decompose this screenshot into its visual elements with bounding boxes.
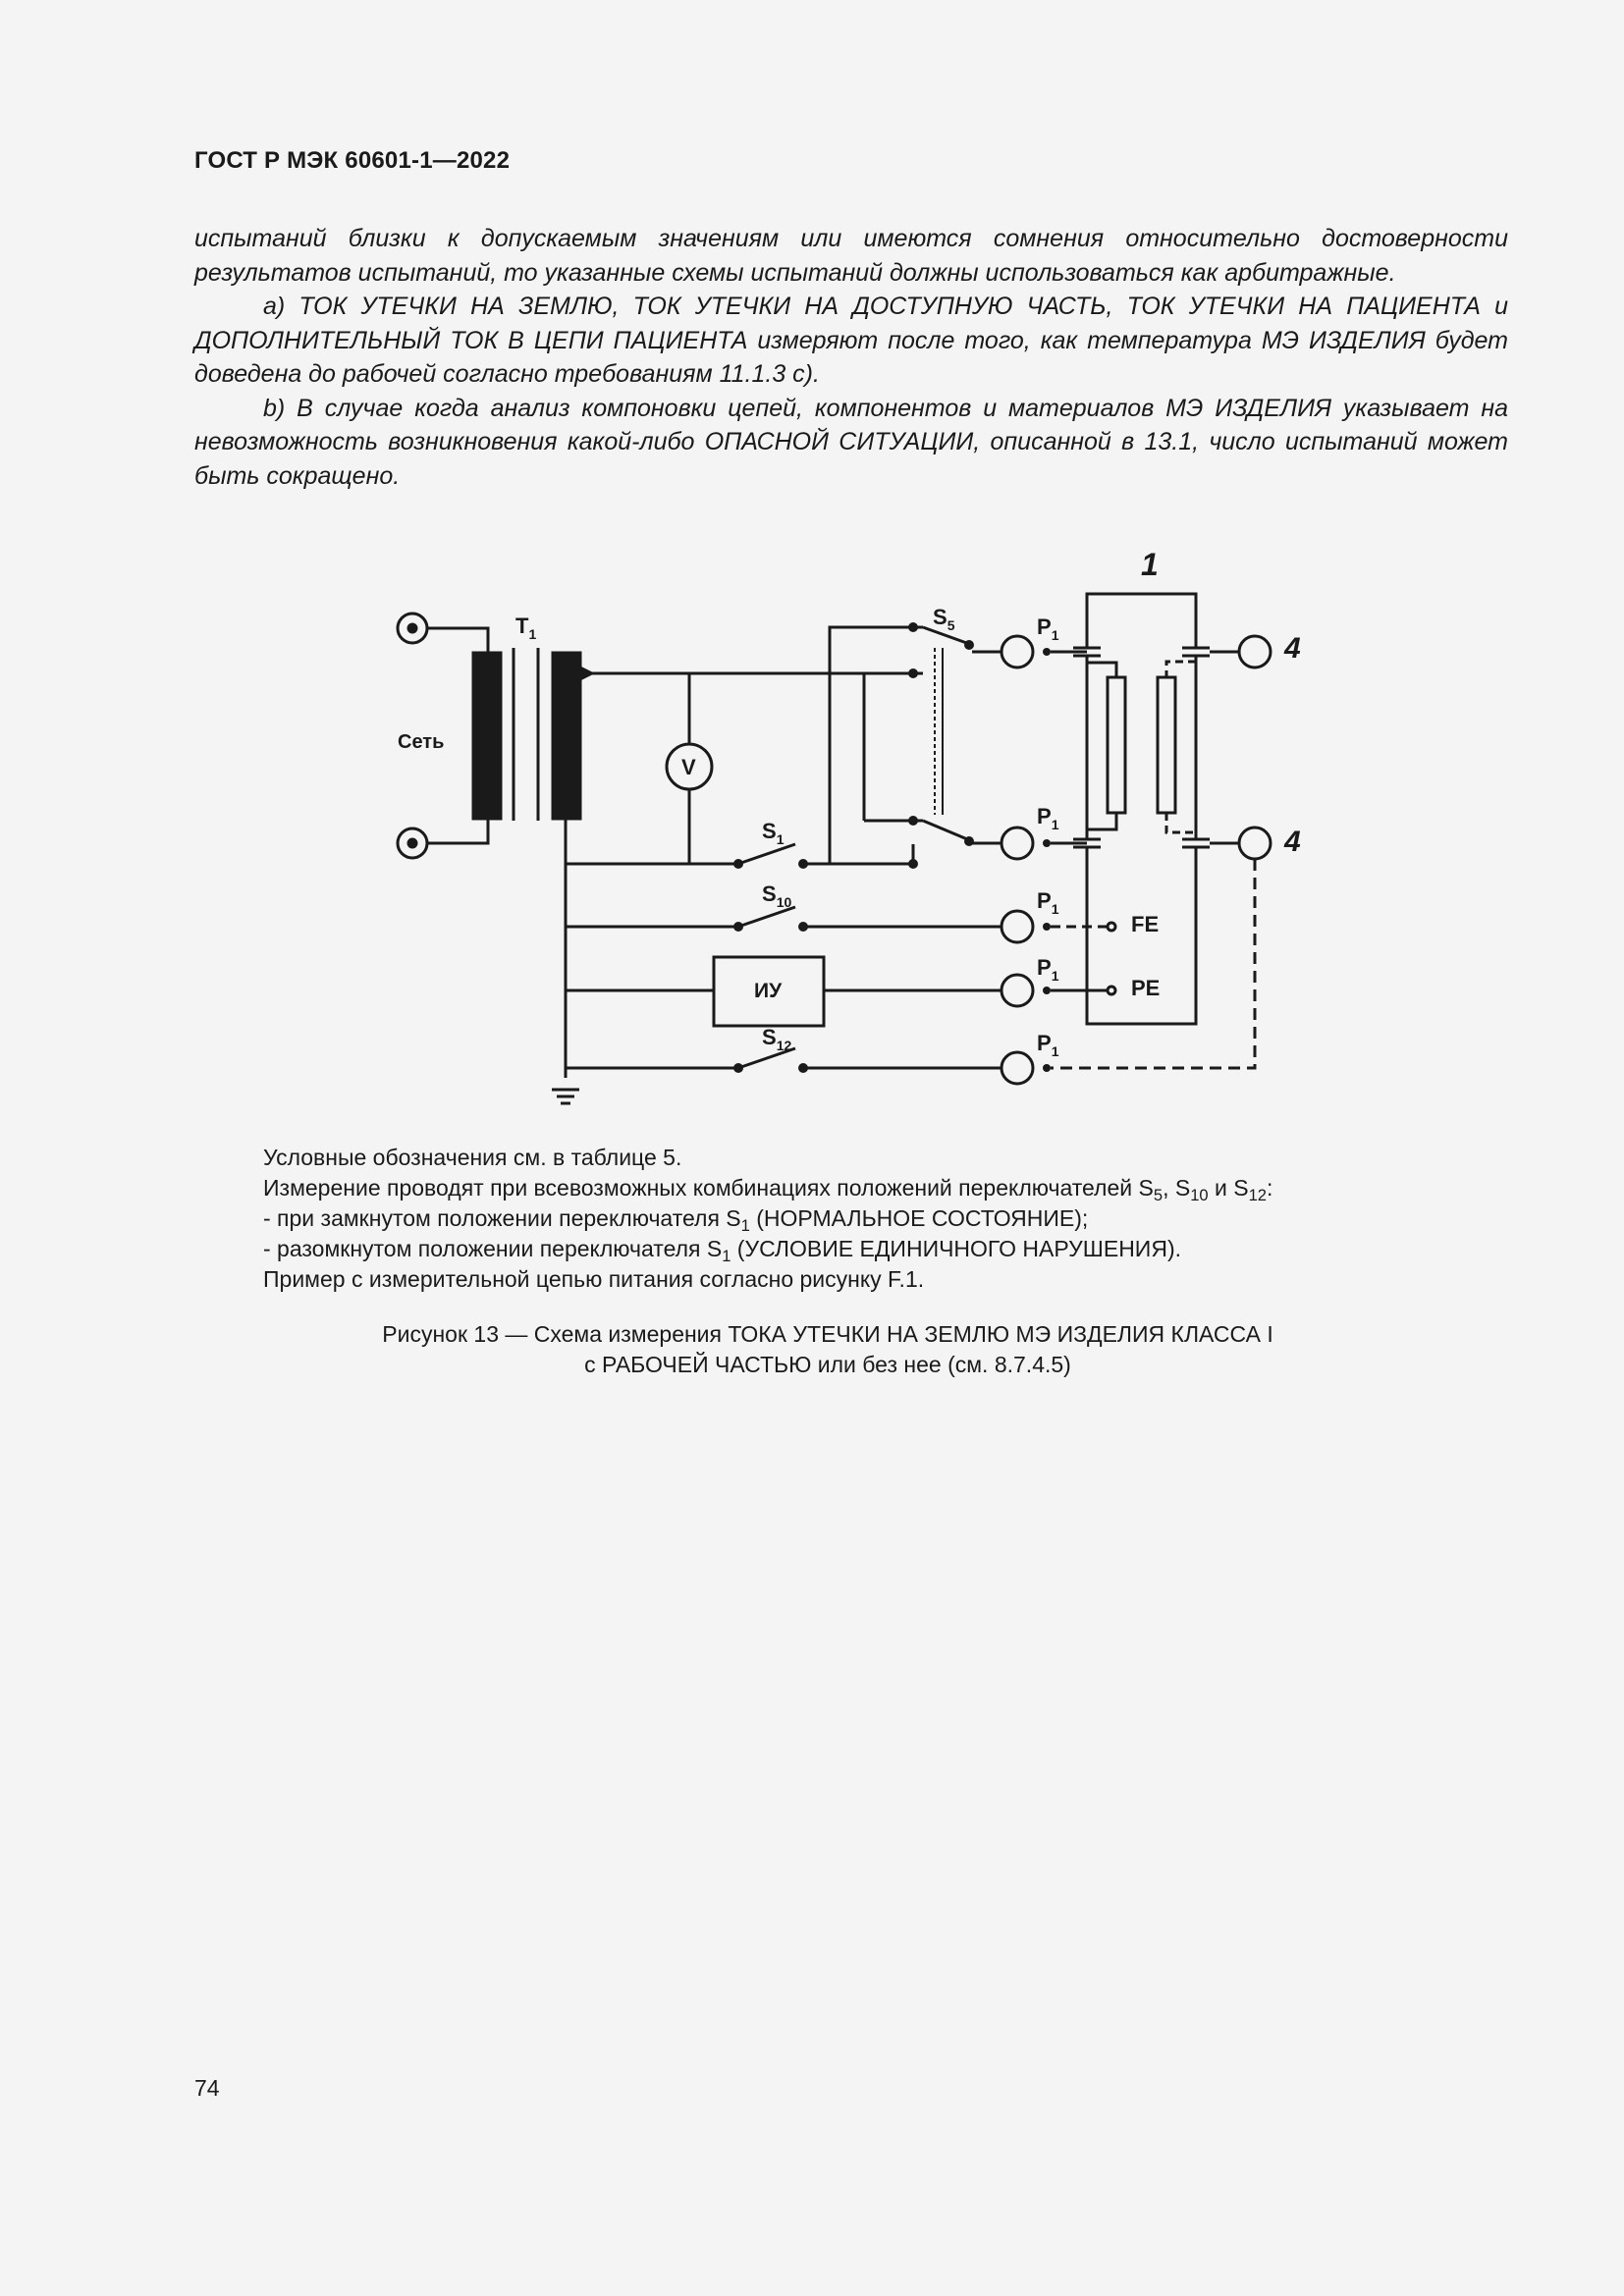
- paragraph-item-b: b) В случае когда анализ компоновки цепей, компонентов и материалов МЭ ИЗДЕЛИЯ указывает на невозможность возникновения какой-либо ОПАСНОЙ СИТУАЦИИ, описанной в 13.1, число испытаний может быть сокращено.: [194, 394, 1508, 490]
- note-measurement: Измерение проводят при всевозможных комбинациях положений переключателей $S_5$, $S_{10}$ и $S_{12}$:: [263, 1175, 1273, 1204]
- note-legend: Условные обозначения см. в таблице 5.: [263, 1145, 682, 1170]
- label-s5: $S_5$: [933, 605, 955, 633]
- p1-terminal-bottom: [1001, 828, 1033, 859]
- label-transformer: $T_1$: [515, 614, 537, 642]
- paragraph-item-a: a) ТОК УТЕЧКИ НА ЗЕМЛЮ, ТОК УТЕЧКИ НА ДОСТУПНУЮ ЧАСТЬ, ТОК УТЕЧКИ НА ПАЦИЕНТА и ДОПОЛНИТЕЛЬНЫЙ ТОК В ЦЕПИ ПАЦИЕНТА измеряют после того, как температура МЭ ИЗДЕЛИЯ будет доведена до рабочей согласно требованиям 11.1.3 c).: [194, 293, 1508, 388]
- page-number: 74: [194, 2075, 220, 2101]
- label-equipment: 1: [1141, 547, 1159, 582]
- label-measuring-device: ИУ: [754, 980, 783, 1002]
- switch-s1: [738, 844, 795, 864]
- label-terminal-4-bottom: 4: [1284, 826, 1301, 858]
- switch-s10: [738, 907, 795, 927]
- caption-line-1: Рисунок 13 — Схема измерения ТОКА УТЕЧКИ НА ЗЕМЛЮ МЭ ИЗДЕЛИЯ КЛАССА I: [382, 1321, 1273, 1347]
- p1-terminal-top: [1001, 636, 1033, 667]
- label-p1-s12: $P_1$: [1037, 1031, 1059, 1059]
- p1-terminal-s12: [1001, 1052, 1033, 1084]
- ground-symbol: [552, 1090, 579, 1103]
- document-header: ГОСТ Р МЭК 60601-1—2022: [194, 147, 511, 174]
- mains-socket-bottom: [398, 828, 427, 858]
- label-s1: $S_1$: [762, 819, 785, 847]
- label-fe: FE: [1131, 912, 1160, 936]
- label-p1-top: $P_1$: [1037, 614, 1059, 643]
- terminal-4-top: [1239, 636, 1271, 667]
- caption-line-2: с РАБОЧЕЙ ЧАСТЬЮ или без нее (см. 8.7.4.5): [584, 1352, 1071, 1377]
- note-open: - разомкнутом положении переключателя $S_1$ (УСЛОВИЕ ЕДИНИЧНОГО НАРУШЕНИЯ).: [263, 1236, 1181, 1265]
- label-pe: PE: [1131, 976, 1161, 1000]
- mains-socket-top: [398, 614, 427, 643]
- body-text: [194, 222, 1508, 493]
- label-p1-fe: $P_1$: [1037, 888, 1059, 917]
- figure-notes: [263, 1143, 1392, 1295]
- p1-terminal-pe: [1001, 975, 1033, 1006]
- label-s10: $S_{10}$: [762, 881, 792, 910]
- label-mains: Сеть: [398, 731, 445, 753]
- circuit-diagram: [373, 530, 1335, 1119]
- transformer-primary: [473, 653, 501, 819]
- paragraph-continuation: испытаний близки к допускаемым значениям или имеются сомнения относительно достоверности результатов испытаний, то указанные схемы испытаний должны использоваться как арбитражные.: [194, 225, 1508, 287]
- label-p1-pe: $P_1$: [1037, 955, 1059, 984]
- figure-caption: [263, 1319, 1392, 1380]
- note-example: Пример с измерительной цепью питания согласно рисунку F.1.: [263, 1266, 925, 1292]
- label-s12: $S_{12}$: [762, 1025, 792, 1053]
- label-terminal-4-top: 4: [1284, 632, 1301, 665]
- transformer-secondary: [553, 653, 580, 819]
- label-p1-bottom: $P_1$: [1037, 804, 1059, 832]
- label-voltmeter: V: [681, 755, 696, 779]
- equipment-enclosure-top: [1087, 594, 1196, 648]
- terminal-4-bottom: [1239, 828, 1271, 859]
- note-closed: - при замкнутом положении переключателя $S_1$ (НОРМАЛЬНОЕ СОСТОЯНИЕ);: [263, 1205, 1089, 1235]
- switch-s5-bottom: [923, 821, 972, 841]
- p1-terminal-fe: [1001, 911, 1033, 942]
